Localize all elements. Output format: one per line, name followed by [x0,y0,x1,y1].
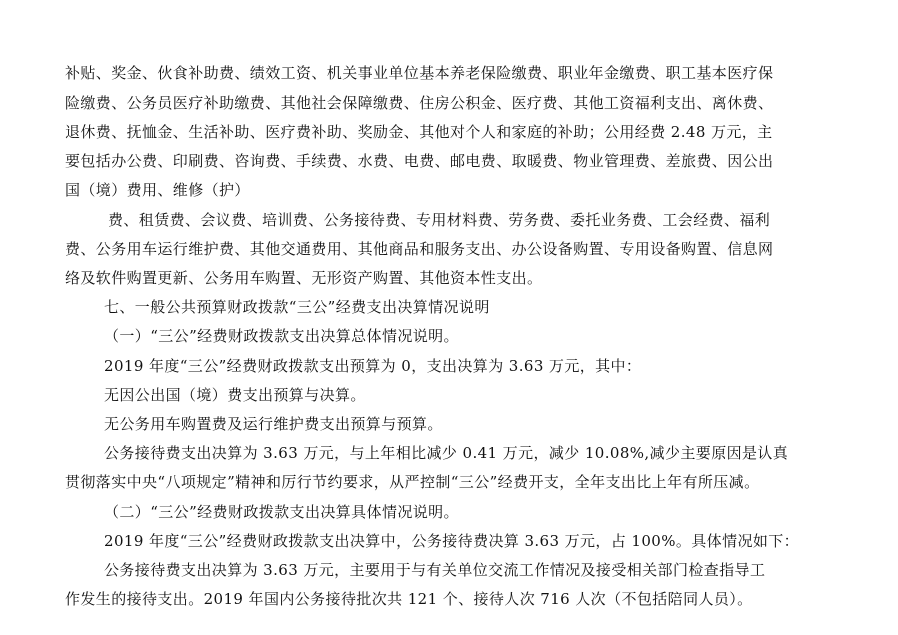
paragraph-line: 险缴费、公务员医疗补助缴费、其他社会保障缴费、住房公积金、医疗费、其他工资福利支出、离休费、 [65,94,774,112]
paragraph-line: 国（境）费用、维修（护） [65,181,250,199]
paragraph-line: 络及软件购置更新、公务用车购置、无形资产购置、其他资本性支出。 [65,269,543,287]
paragraph-line: 贯彻落实中央“八项规定”精神和厉行节约要求，从严控制“三公”经费开支，全年支出比上年有所压减。 [65,473,760,491]
paragraph-line: 作发生的接待支出。2019 年国内公务接待批次共 121 个、接待人次 716 人次（不包括陪同人员）。 [65,590,753,608]
paragraph-line: 2019 年度“三公”经费财政拨款支出决算中，公务接待费决算 3.63 万元，占 100%。具体情况如下： [104,532,800,550]
paragraph-line: 公务接待费支出决算为 3.63 万元，与上年相比减少 0.41 万元，减少 10.08%,减少主要原因是认真 [104,444,789,462]
subsection-heading: （一）“三公”经费财政拨款支出决算总体情况说明。 [104,327,459,345]
paragraph-line: 费、租赁费、会议费、培训费、公务接待费、专用材料费、劳务费、委托业务费、工会经费、福利 [108,211,771,229]
section-heading: 七、一般公共预算财政拨款“三公”经费支出决算情况说明 [104,298,490,316]
subsection-heading: （二）“三公”经费财政拨款支出决算具体情况说明。 [104,503,459,521]
paragraph-line: 退休费、抚恤金、生活补助、医疗费补助、奖励金、其他对个人和家庭的补助；公用经费 2.48 万元，主 [65,123,773,141]
paragraph-line: 要包括办公费、印刷费、咨询费、手续费、水费、电费、邮电费、取暖费、物业管理费、差旅费、因公出 [65,152,774,170]
paragraph-line: 2019 年度“三公”经费财政拨款支出预算为 0，支出决算为 3.63 万元，其中： [104,357,642,375]
paragraph-line: 公务接待费支出决算为 3.63 万元，主要用于与有关单位交流工作情况及接受相关部门检查指导工 [104,561,766,579]
paragraph-line: 无因公出国（境）费支出预算与决算。 [104,386,366,404]
paragraph-line: 费、公务用车运行维护费、其他交通费用、其他商品和服务支出、办公设备购置、专用设备购置、信息网 [65,240,774,258]
paragraph-line: 无公务用车购置费及运行维护费支出预算与预算。 [104,415,443,433]
paragraph-line: 补贴、奖金、伙食补助费、绩效工资、机关事业单位基本养老保险缴费、职业年金缴费、职工基本医疗保 [65,64,774,82]
